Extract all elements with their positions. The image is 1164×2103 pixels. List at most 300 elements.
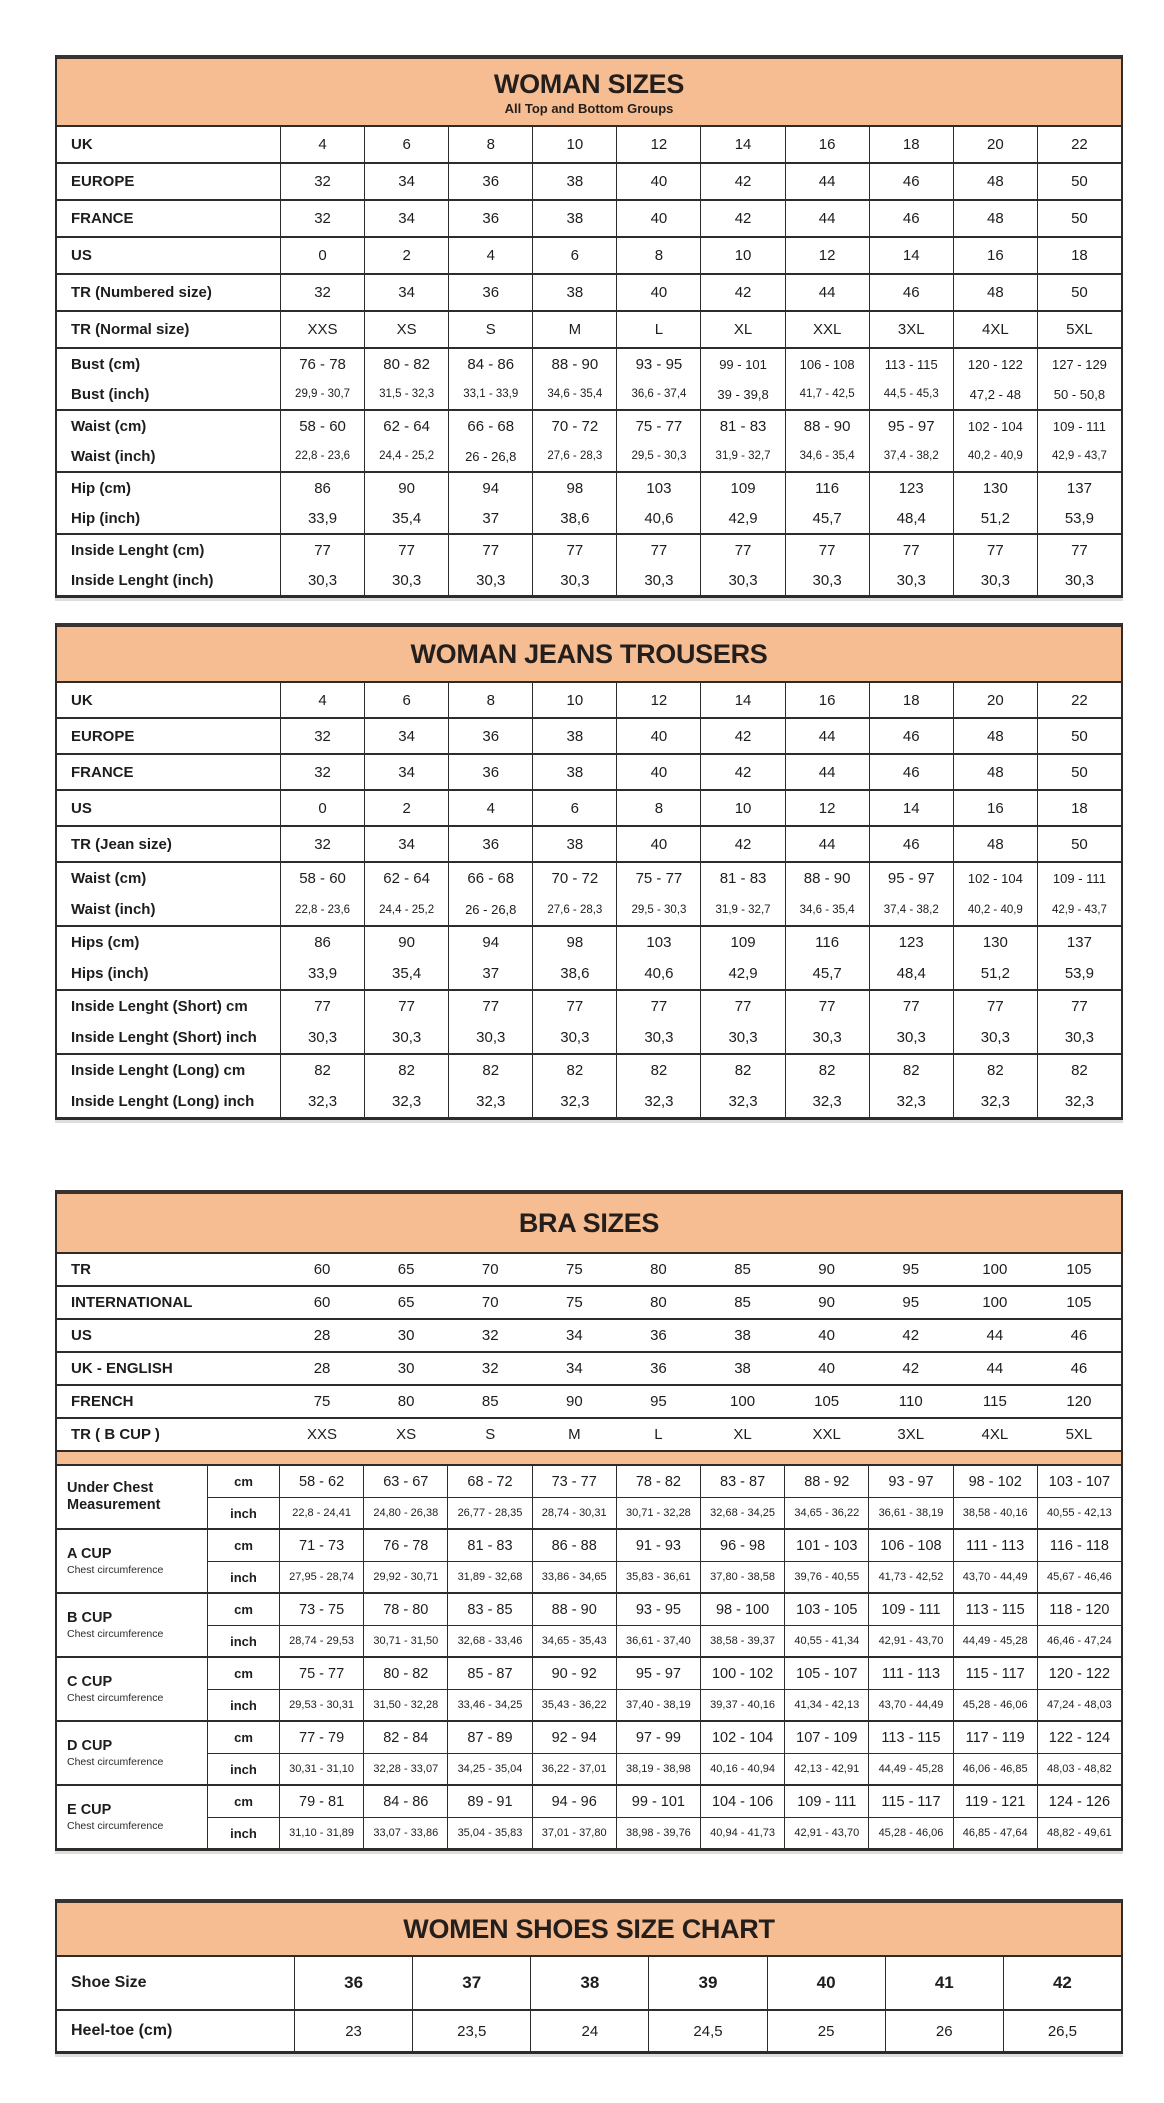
value-cell: 32,3 — [448, 1086, 532, 1117]
value-cell: 14 — [869, 238, 953, 273]
value-cell: 29,9 - 30,7 — [280, 379, 364, 409]
value-cell: 39,76 - 40,55 — [784, 1561, 868, 1592]
value-cell: 43,70 - 44,49 — [868, 1689, 952, 1720]
value-cell: 42,9 — [700, 958, 784, 989]
value-cell: 82 — [1037, 1055, 1121, 1086]
value-cell: 42 — [1003, 1957, 1121, 2009]
value-cell: 77 — [1037, 991, 1121, 1022]
value-cell: 42,13 - 42,91 — [784, 1753, 868, 1784]
cup-label — [57, 1722, 207, 1784]
cup-label — [57, 1786, 207, 1848]
value-cell: 77 — [869, 535, 953, 565]
unit-label-cm: cm — [207, 1594, 279, 1625]
value-cell: 10 — [532, 127, 616, 162]
table-row — [57, 991, 1121, 1022]
value-cell: 38,58 - 39,37 — [700, 1625, 784, 1656]
row-label: Hip (inch) — [71, 509, 141, 527]
value-cell: 116 - 118 — [1037, 1530, 1121, 1561]
value-cell: 82 — [953, 1055, 1037, 1086]
size-chart-page — [0, 55, 1164, 2103]
value-cell: 34,65 - 35,43 — [532, 1625, 616, 1656]
row-label: Waist (inch) — [71, 901, 156, 918]
value-cell: 98 - 102 — [953, 1466, 1037, 1497]
row-label: TR (Normal size) — [71, 321, 190, 338]
women-shoes-header — [57, 1903, 1121, 1957]
value-cell: 39,37 - 40,16 — [700, 1689, 784, 1720]
value-cell: 40 — [616, 827, 700, 861]
value-cell: 46,85 - 47,64 — [953, 1817, 1037, 1848]
value-cell: 85 — [734, 1294, 751, 1311]
value-cell: 58 - 60 — [280, 411, 364, 441]
value-cell: 90 — [818, 1294, 835, 1311]
value-cell: 48 — [953, 755, 1037, 789]
value-cell: 33,1 - 33,9 — [448, 379, 532, 409]
cup-subtext: Chest circumference — [67, 1628, 164, 1641]
unit-label-inch: inch — [207, 1753, 279, 1784]
value-cell: 48 — [953, 201, 1037, 236]
row-label: EUROPE — [71, 173, 135, 190]
value-cell: 113 - 115 — [868, 1722, 952, 1753]
value-cell: 79 - 81 — [279, 1786, 363, 1817]
value-cell: 22,8 - 23,6 — [280, 441, 364, 471]
value-cell: 34,25 - 35,04 — [447, 1753, 531, 1784]
value-cell: 34,6 - 35,4 — [785, 441, 869, 471]
value-cell: 116 — [785, 927, 869, 958]
value-cell: 46 — [869, 719, 953, 753]
unit-label-inch: inch — [207, 1689, 279, 1720]
row-group — [57, 825, 1121, 861]
value-cell: 78 - 80 — [363, 1594, 447, 1625]
value-cell: 34 — [566, 1327, 583, 1344]
value-cell: 20 — [953, 127, 1037, 162]
value-cell: 33,9 — [280, 503, 364, 533]
row-group — [57, 273, 1121, 310]
value-cell: 78 - 82 — [616, 1466, 700, 1497]
value-cell: 109 — [700, 927, 784, 958]
value-cell: 75 — [313, 1393, 331, 1410]
value-cell: 88 - 90 — [532, 349, 616, 379]
row-group — [57, 162, 1121, 199]
table-row — [57, 473, 1121, 503]
value-cell: 22,8 - 23,6 — [280, 894, 364, 925]
value-cell: 31,10 - 31,89 — [279, 1817, 363, 1848]
value-cell: 27,6 - 28,3 — [532, 441, 616, 471]
value-cell: 123 — [869, 927, 953, 958]
value-cell: 77 — [785, 535, 869, 565]
value-cell: 111 - 113 — [868, 1658, 952, 1689]
value-cell: 47,24 - 48,03 — [1037, 1689, 1121, 1720]
value-cell: 6 — [364, 683, 448, 717]
value-cell: 0 — [280, 791, 364, 825]
value-cell: 98 — [532, 927, 616, 958]
value-cell: 40 — [616, 275, 700, 310]
value-cell: 92 - 94 — [532, 1722, 616, 1753]
value-cell: 36 — [448, 275, 532, 310]
value-cell: 110 — [898, 1393, 923, 1410]
value-cell: 90 — [818, 1261, 835, 1278]
value-cell: 38,58 - 40,16 — [953, 1497, 1037, 1528]
value-cell: 34 — [364, 275, 448, 310]
value-cell: 40,2 - 40,9 — [953, 441, 1037, 471]
value-cell: 77 — [785, 991, 869, 1022]
value-cell: 30,3 — [448, 565, 532, 595]
value-cell: 122 - 124 — [1037, 1722, 1121, 1753]
value-cell: XS — [396, 1426, 417, 1443]
value-cell: 29,5 - 30,3 — [616, 441, 700, 471]
value-cell: 84 - 86 — [448, 349, 532, 379]
value-cell: 82 — [448, 1055, 532, 1086]
value-cell: 60 — [313, 1261, 331, 1278]
value-cell: 50 — [1037, 275, 1121, 310]
table-subtitle: All Top and Bottom Groups — [504, 100, 674, 116]
value-cell: 44 — [785, 201, 869, 236]
value-cell: 3XL — [897, 1426, 925, 1443]
row-group — [57, 861, 1121, 925]
shoes-grid — [57, 1957, 1121, 2051]
value-cell: 32,3 — [364, 1086, 448, 1117]
row-label: US — [71, 247, 92, 264]
value-cell: 90 - 92 — [532, 1658, 616, 1689]
woman-sizes-header — [57, 59, 1121, 127]
value-cell: 30,31 - 31,10 — [279, 1753, 363, 1784]
value-cell: 48,4 — [869, 503, 953, 533]
value-cell: 30,3 — [280, 1022, 364, 1053]
value-cell: 46,46 - 47,24 — [1037, 1625, 1121, 1656]
value-cell: 85 — [734, 1261, 751, 1278]
value-cell: 32,3 — [532, 1086, 616, 1117]
table-row — [57, 1022, 1121, 1053]
value-cell: 48,82 - 49,61 — [1037, 1817, 1121, 1848]
unit-label-inch: inch — [207, 1625, 279, 1656]
row-label: Heel-toe (cm) — [71, 2022, 173, 2039]
value-cell: 30,3 — [869, 1022, 953, 1053]
value-cell: 77 - 79 — [279, 1722, 363, 1753]
value-cell: 105 — [1066, 1294, 1092, 1311]
value-cell: 36 — [448, 201, 532, 236]
value-cell: 10 — [532, 683, 616, 717]
table-row — [57, 312, 1121, 347]
table-row — [57, 1351, 1121, 1384]
value-cell: 24 — [530, 2011, 648, 2051]
value-cell: 30 — [397, 1327, 415, 1344]
bra-top-rows — [57, 1254, 1121, 1450]
value-cell: 53,9 — [1037, 503, 1121, 533]
value-cell: 42,91 - 43,70 — [868, 1625, 952, 1656]
value-cell: 39 — [648, 1957, 766, 2009]
cup-subtext: Chest circumference — [67, 1564, 164, 1577]
value-cell: 65 — [397, 1294, 415, 1311]
value-cell: 88 - 90 — [785, 411, 869, 441]
value-cell: 42 — [700, 201, 784, 236]
table-row — [57, 827, 1121, 861]
cup-group — [57, 1784, 1121, 1848]
value-cell: 10 — [700, 791, 784, 825]
value-cell: 77 — [364, 991, 448, 1022]
cup-group — [57, 1720, 1121, 1784]
value-cell: 12 — [616, 683, 700, 717]
value-cell: 130 — [953, 473, 1037, 503]
value-cell: 50 - 50,8 — [1037, 379, 1121, 409]
value-cell: 82 — [869, 1055, 953, 1086]
row-label: EUROPE — [71, 727, 135, 745]
value-cell: 32 — [280, 755, 364, 789]
table-row — [57, 863, 1121, 894]
row-label: Waist (cm) — [71, 870, 147, 887]
value-cell: 42,9 — [700, 503, 784, 533]
value-cell: 33,46 - 34,25 — [447, 1689, 531, 1720]
unit-label-inch: inch — [207, 1817, 279, 1848]
table-row — [57, 379, 1121, 409]
value-cell: 44 — [785, 755, 869, 789]
value-cell: 96 - 98 — [700, 1530, 784, 1561]
table-row — [57, 349, 1121, 379]
value-cell: 42 — [700, 827, 784, 861]
row-label: TR (Jean size) — [71, 835, 172, 853]
value-cell: 86 — [280, 473, 364, 503]
value-cell: 75 — [566, 1261, 583, 1278]
value-cell: 46 — [869, 275, 953, 310]
value-cell: 82 — [616, 1055, 700, 1086]
value-cell: 33,86 - 34,65 — [532, 1561, 616, 1592]
value-cell: 45,67 - 46,46 — [1037, 1561, 1121, 1592]
value-cell: 124 - 126 — [1037, 1786, 1121, 1817]
value-cell: 137 — [1037, 473, 1121, 503]
value-cell: 118 - 120 — [1037, 1594, 1121, 1625]
value-cell: 36,6 - 37,4 — [616, 379, 700, 409]
value-cell: 30,3 — [280, 565, 364, 595]
value-cell: 30,3 — [448, 1022, 532, 1053]
value-cell: 50 — [1037, 827, 1121, 861]
value-cell: 39 - 39,8 — [700, 379, 784, 409]
value-cell: 113 - 115 — [953, 1594, 1037, 1625]
value-cell: 75 — [566, 1294, 583, 1311]
value-cell: 30,71 - 31,50 — [363, 1625, 447, 1656]
value-cell: 37,80 - 38,58 — [700, 1561, 784, 1592]
value-cell: 94 - 96 — [532, 1786, 616, 1817]
row-group — [57, 127, 1121, 162]
value-cell: 22 — [1037, 683, 1121, 717]
value-cell: 80 — [650, 1261, 667, 1278]
value-cell: 23 — [294, 2011, 412, 2051]
value-cell: 38 — [734, 1327, 751, 1344]
value-cell: 77 — [700, 535, 784, 565]
value-cell: 32,68 - 33,46 — [447, 1625, 531, 1656]
cup-subtext: Chest circumference — [67, 1692, 164, 1705]
value-cell: 2 — [364, 791, 448, 825]
table-row — [57, 683, 1121, 717]
woman-jeans-table — [55, 623, 1123, 1120]
value-cell: 76 - 78 — [363, 1530, 447, 1561]
value-cell: 40,94 - 41,73 — [700, 1817, 784, 1848]
value-cell: 47,2 - 48 — [953, 379, 1037, 409]
value-cell: 31,9 - 32,7 — [700, 894, 784, 925]
value-cell: 82 — [785, 1055, 869, 1086]
value-cell: 0 — [280, 238, 364, 273]
value-cell: 106 - 108 — [868, 1530, 952, 1561]
value-cell: 41 — [885, 1957, 1003, 2009]
value-cell: 105 — [1066, 1261, 1092, 1278]
row-group — [57, 925, 1121, 989]
value-cell: M — [532, 312, 616, 347]
table-row — [57, 503, 1121, 533]
value-cell: 37,40 - 38,19 — [616, 1689, 700, 1720]
cup-group — [57, 1656, 1121, 1720]
value-cell: 88 - 90 — [532, 1594, 616, 1625]
value-cell: 80 - 82 — [363, 1658, 447, 1689]
value-cell: 88 - 92 — [784, 1466, 868, 1497]
value-cell: 93 - 95 — [616, 1594, 700, 1625]
value-cell: 14 — [869, 791, 953, 825]
value-cell: 8 — [448, 683, 532, 717]
row-group — [57, 533, 1121, 595]
value-cell: 38,6 — [532, 503, 616, 533]
value-cell: 14 — [700, 683, 784, 717]
value-cell: 32,68 - 34,25 — [700, 1497, 784, 1528]
row-group — [57, 347, 1121, 409]
value-cell: 77 — [953, 535, 1037, 565]
value-cell: 93 - 95 — [616, 349, 700, 379]
value-cell: 77 — [364, 535, 448, 565]
value-cell: 44,5 - 45,3 — [869, 379, 953, 409]
row-label: Hip (cm) — [71, 479, 131, 497]
value-cell: 105 - 107 — [784, 1658, 868, 1689]
value-cell: 37,01 - 37,80 — [532, 1817, 616, 1848]
value-cell: XL — [733, 1426, 752, 1443]
value-cell: 77 — [953, 991, 1037, 1022]
value-cell: 99 - 101 — [616, 1786, 700, 1817]
table-title: BRA SIZES — [518, 1207, 660, 1238]
value-cell: 28,74 - 29,53 — [279, 1625, 363, 1656]
value-cell: 30,3 — [616, 565, 700, 595]
value-cell: 42 — [902, 1360, 920, 1377]
row-label: UK - ENGLISH — [71, 1360, 173, 1377]
cup-name: B CUP — [67, 1609, 113, 1626]
cup-subtext: Chest circumference — [67, 1756, 164, 1769]
value-cell: 103 - 107 — [1037, 1466, 1121, 1497]
value-cell: 77 — [532, 991, 616, 1022]
value-cell: 82 — [364, 1055, 448, 1086]
table-row — [57, 927, 1121, 958]
value-cell: 94 — [448, 927, 532, 958]
value-cell: 50 — [1037, 201, 1121, 236]
value-cell: 41,73 - 42,52 — [868, 1561, 952, 1592]
value-cell: 4 — [448, 791, 532, 825]
value-cell: 12 — [616, 127, 700, 162]
value-cell: 34,6 - 35,4 — [532, 379, 616, 409]
table-row — [57, 201, 1121, 236]
value-cell: 84 - 86 — [363, 1786, 447, 1817]
value-cell: 40 — [616, 755, 700, 789]
value-cell: 36 — [448, 164, 532, 199]
value-cell: 95 — [902, 1261, 920, 1278]
unit-label-inch: inch — [207, 1561, 279, 1592]
value-cell: 36 — [448, 719, 532, 753]
value-cell: 90 — [364, 927, 448, 958]
row-label: Inside Lenght (inch) — [71, 571, 214, 589]
value-cell: XL — [700, 312, 784, 347]
value-cell: 33,07 - 33,86 — [363, 1817, 447, 1848]
table-title: WOMAN JEANS TROUSERS — [410, 638, 768, 669]
value-cell: 137 — [1037, 927, 1121, 958]
value-cell: 82 — [280, 1055, 364, 1086]
value-cell: 42,9 - 43,7 — [1037, 894, 1121, 925]
value-cell: 119 - 121 — [953, 1786, 1037, 1817]
value-cell: 4 — [448, 238, 532, 273]
value-cell: 35,83 - 36,61 — [616, 1561, 700, 1592]
value-cell: 98 — [532, 473, 616, 503]
value-cell: 26 - 26,8 — [448, 894, 532, 925]
value-cell: 32,28 - 33,07 — [363, 1753, 447, 1784]
value-cell: 14 — [700, 127, 784, 162]
value-cell: 38 — [532, 827, 616, 861]
value-cell: 29,92 - 30,71 — [363, 1561, 447, 1592]
value-cell: 93 - 97 — [868, 1466, 952, 1497]
value-cell: 34,6 - 35,4 — [785, 894, 869, 925]
value-cell: 20 — [953, 683, 1037, 717]
unit-label-cm: cm — [207, 1658, 279, 1689]
row-label: Bust (inch) — [71, 385, 150, 403]
value-cell: 82 — [532, 1055, 616, 1086]
unit-label-cm: cm — [207, 1786, 279, 1817]
value-cell: 30,3 — [785, 565, 869, 595]
value-cell: 48,03 - 48,82 — [1037, 1753, 1121, 1784]
row-group — [57, 236, 1121, 273]
value-cell: 102 - 104 — [953, 863, 1037, 894]
value-cell: 100 — [982, 1261, 1008, 1278]
value-cell: 115 - 117 — [868, 1786, 952, 1817]
table-row — [57, 1318, 1121, 1351]
row-label: TR — [71, 1261, 91, 1278]
value-cell: 73 - 75 — [279, 1594, 363, 1625]
value-cell: 62 - 64 — [364, 411, 448, 441]
value-cell: 31,50 - 32,28 — [363, 1689, 447, 1720]
value-cell: 51,2 — [953, 503, 1037, 533]
value-cell: 26,5 — [1003, 2011, 1121, 2051]
value-cell: 36 — [448, 755, 532, 789]
value-cell: 44 — [986, 1327, 1004, 1344]
cup-name: Under Chest Measurement — [67, 1480, 161, 1513]
value-cell: 75 - 77 — [279, 1658, 363, 1689]
value-cell: 24,4 - 25,2 — [364, 894, 448, 925]
value-cell: 65 — [397, 1261, 415, 1278]
table-row — [57, 535, 1121, 565]
value-cell: 44 — [785, 827, 869, 861]
value-cell: 30,3 — [700, 1022, 784, 1053]
value-cell: 109 - 111 — [868, 1594, 952, 1625]
cup-label — [57, 1530, 207, 1592]
value-cell: 117 - 119 — [953, 1722, 1037, 1753]
value-cell: 76 - 78 — [280, 349, 364, 379]
value-cell: 37 — [448, 503, 532, 533]
value-cell: 38,19 - 38,98 — [616, 1753, 700, 1784]
value-cell: 26,77 - 28,35 — [447, 1497, 531, 1528]
value-cell: 50 — [1037, 755, 1121, 789]
value-cell: 4XL — [953, 312, 1037, 347]
value-cell: 18 — [869, 127, 953, 162]
value-cell: 44,49 - 45,28 — [868, 1753, 952, 1784]
value-cell: 32 — [280, 719, 364, 753]
value-cell: 40,6 — [616, 958, 700, 989]
value-cell: 75 - 77 — [616, 411, 700, 441]
unit-label-inch: inch — [207, 1497, 279, 1528]
value-cell: 16 — [785, 683, 869, 717]
bra-cup-grid — [57, 1466, 1121, 1848]
value-cell: 95 - 97 — [616, 1658, 700, 1689]
value-cell: 16 — [785, 127, 869, 162]
value-cell: 30,3 — [869, 565, 953, 595]
value-cell: 18 — [1037, 791, 1121, 825]
value-cell: 77 — [280, 535, 364, 565]
